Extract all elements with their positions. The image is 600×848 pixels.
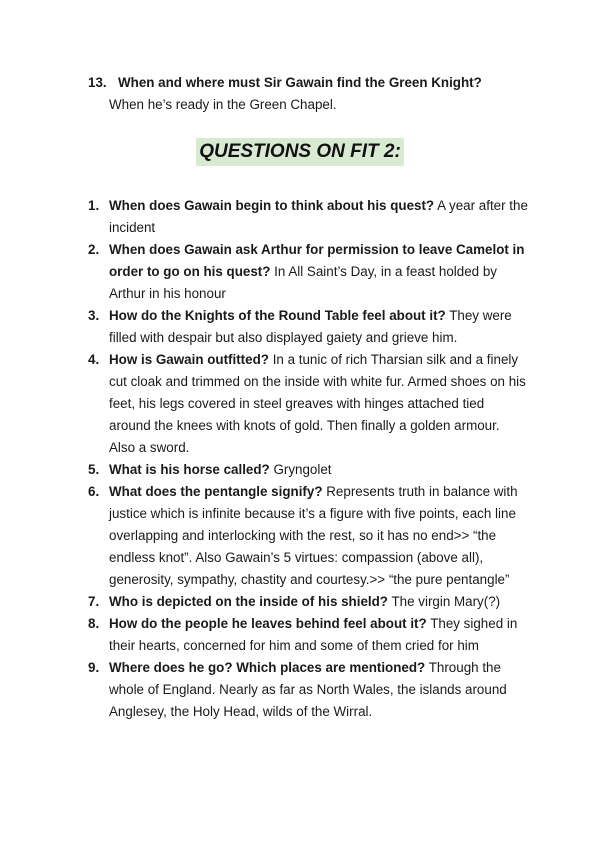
answer-text: In a tunic of rich Tharsian silk and a finely cut cloak and trimmed on the inside with white fur. Armed shoes on his feet, his legs covered in steel greaves with hinges attached tied around the knees with knots of gold. Then finally a golden armour. Also a sword. bbox=[109, 352, 526, 455]
question-number: 4. bbox=[88, 352, 100, 367]
question-text: How do the people he leaves behind feel about it? bbox=[109, 616, 427, 631]
question-text: How is Gawain outfitted? bbox=[109, 352, 269, 367]
list-item bbox=[88, 657, 528, 723]
question-text: Where does he go? Which places are mentioned? bbox=[109, 660, 426, 675]
list-item bbox=[88, 459, 528, 481]
question-number: 9. bbox=[88, 660, 100, 675]
question-number: 13. bbox=[88, 75, 107, 90]
question-number: 1. bbox=[88, 198, 100, 213]
question-number: 6. bbox=[88, 484, 100, 499]
question-number: 2. bbox=[88, 242, 100, 257]
answer-text: The virgin Mary(?) bbox=[391, 594, 501, 609]
list-item bbox=[88, 195, 528, 239]
section-heading: QUESTIONS ON FIT 2: bbox=[196, 138, 404, 166]
answer-text: They were filled with despair but also displayed gaiety and grieve him. bbox=[109, 308, 512, 345]
list-item bbox=[88, 305, 528, 349]
question-list bbox=[88, 195, 528, 723]
question-text: When does Gawain ask Arthur for permission to leave Camelot in order to go on his quest? bbox=[109, 242, 525, 279]
answer-text: Represents truth in balance with justice which is infinite because it’s a figure with five points, each line overlapping and interlocking with the rest, so it has no end>> “the endless knot”. Also Gawain’s 5 virtues: compassion (above all), generosity, sympathy, chastity and courtesy.>> “the pure pentangle” bbox=[109, 484, 518, 587]
question-number: 3. bbox=[88, 308, 100, 323]
list-item bbox=[88, 591, 528, 613]
list-item bbox=[88, 481, 528, 591]
question-text: How do the Knights of the Round Table feel about it? bbox=[109, 308, 446, 323]
answer-text: Through the whole of England. Nearly as far as North Wales, the islands around Anglesey, the Holy Head, wilds of the Wirral. bbox=[109, 660, 507, 719]
question-number: 5. bbox=[88, 462, 100, 477]
list-item bbox=[88, 349, 528, 459]
list-item bbox=[88, 613, 528, 657]
answer-text: They sighed in their hearts, concerned for him and some of them cried for him bbox=[109, 616, 518, 653]
question-text: When does Gawain begin to think about his quest? bbox=[109, 198, 435, 213]
question-13 bbox=[88, 72, 528, 116]
answer-text: In All Saint’s Day, in a feast holded by Arthur in his honour bbox=[109, 264, 497, 301]
question-text: What is his horse called? bbox=[109, 462, 270, 477]
list-item bbox=[88, 239, 528, 305]
question-number: 7. bbox=[88, 594, 100, 609]
answer-text: A year after the incident bbox=[109, 198, 528, 235]
question-text: What does the pentangle signify? bbox=[109, 484, 323, 499]
answer-text: Gryngolet bbox=[273, 462, 332, 477]
section-heading-wrap bbox=[0, 138, 600, 166]
question-number: 8. bbox=[88, 616, 100, 631]
question-text: When and where must Sir Gawain find the Green Knight? bbox=[118, 75, 482, 90]
question-text: Who is depicted on the inside of his shield? bbox=[109, 594, 388, 609]
answer-text: When he’s ready in the Green Chapel. bbox=[109, 97, 337, 112]
